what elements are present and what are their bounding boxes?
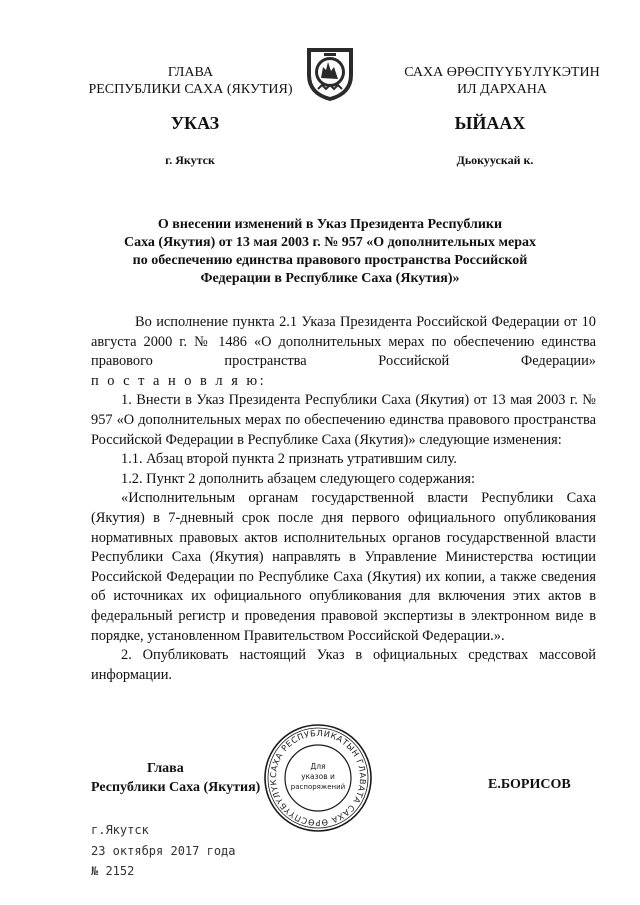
meta-city: г.Якутск bbox=[91, 823, 149, 837]
doc-type-left: УКАЗ bbox=[170, 113, 220, 133]
header-left-line1: ГЛАВА bbox=[167, 65, 214, 80]
header-right-line2: ИЛ ДАРХАНА bbox=[456, 82, 547, 97]
seal-center-line2: указов и bbox=[301, 772, 335, 781]
title-line: О внесении изменений в Указ Президента Республики bbox=[157, 217, 503, 232]
signatory-name: Е.БОРИСОВ bbox=[488, 777, 571, 792]
title-line: Саха (Якутия) от 13 мая 2003 г. № 957 «О дополнительных мерах bbox=[123, 235, 537, 250]
city-left: г. Якутск bbox=[165, 153, 215, 167]
item-1-2-paragraph: 1.2. Пункт 2 дополнить абзацем следующего содержания: bbox=[121, 470, 476, 487]
seal-center-line1: Для bbox=[310, 762, 326, 771]
sakha-coat-of-arms-icon bbox=[304, 45, 356, 103]
city-right: Дьокуускай к. bbox=[456, 153, 534, 167]
signature-title-line1: Глава bbox=[147, 761, 184, 776]
decree-body bbox=[91, 313, 596, 685]
meta-number: № 2152 bbox=[91, 864, 135, 878]
meta-date: 23 октября 2017 года bbox=[91, 844, 236, 858]
signature-title-line2: Республики Саха (Якутия) bbox=[91, 780, 261, 795]
title-line: Федерации в Республике Саха (Якутия)» bbox=[200, 271, 460, 286]
seal-ring-text: САХА РЕСПУБЛИКАТЫН ГЛАВАТА САХА ӨРӨСПҮҮБҮЛҮК bbox=[267, 727, 369, 829]
quote-paragraph: «Исполнительным органам государственной власти Республики Саха (Якутия) в 7-дневный срок после дня первого официального опубликования нормативных правовых актов исполнительных органов государственной власти Республики Саха (Якутия) направлять в Управление Министерства юстиции Российской Федерации по Республике Саха (Якутия) их копии, а также сведения об источниках их официального опубликования для включения этих актов в федеральный регистр и проведения правовой экспертизы в электронном виде в порядке, установленном Правительством Российской Федерации.». bbox=[91, 490, 596, 644]
header-left-line2: РЕСПУБЛИКИ САХА (ЯКУТИЯ) bbox=[88, 82, 293, 97]
preamble-paragraph: Во исполнение пункта 2.1 Указа Президента Российской Федерации от 10 августа 2000 г. № 1486 «О дополнительных мерах по обеспечению единства правового пространства Российской Федерации» bbox=[91, 314, 596, 370]
header-right bbox=[388, 64, 616, 98]
header-left bbox=[78, 64, 303, 98]
item-2-paragraph: 2. Опубликовать настоящий Указ в официальных средствах массовой информации. bbox=[91, 647, 596, 683]
decree-word: п о с т а н о в л я ю: bbox=[91, 372, 267, 389]
item-1-paragraph: 1. Внести в Указ Президента Республики Саха (Якутия) от 13 мая 2003 г. № 957 «О дополнительных мерах по обеспечению единства правового пространства Российской Федерации в Республике Саха (Якутия)» следующие изменения: bbox=[91, 392, 596, 448]
doc-type-right: ЫЙААХ bbox=[454, 113, 526, 133]
official-seal bbox=[262, 722, 374, 834]
title-line: по обеспечению единства правового пространства Российской bbox=[132, 253, 528, 268]
header-right-line1: САХА ӨРӨСПҮҮБҮЛҮКЭТИН bbox=[404, 65, 600, 80]
signature-title bbox=[91, 759, 281, 797]
seal-center-line3: распоряжений bbox=[290, 783, 346, 791]
item-1-1-paragraph: 1.1. Абзац второй пункта 2 признать утратившим силу. bbox=[121, 451, 457, 468]
decree-title bbox=[120, 216, 540, 288]
